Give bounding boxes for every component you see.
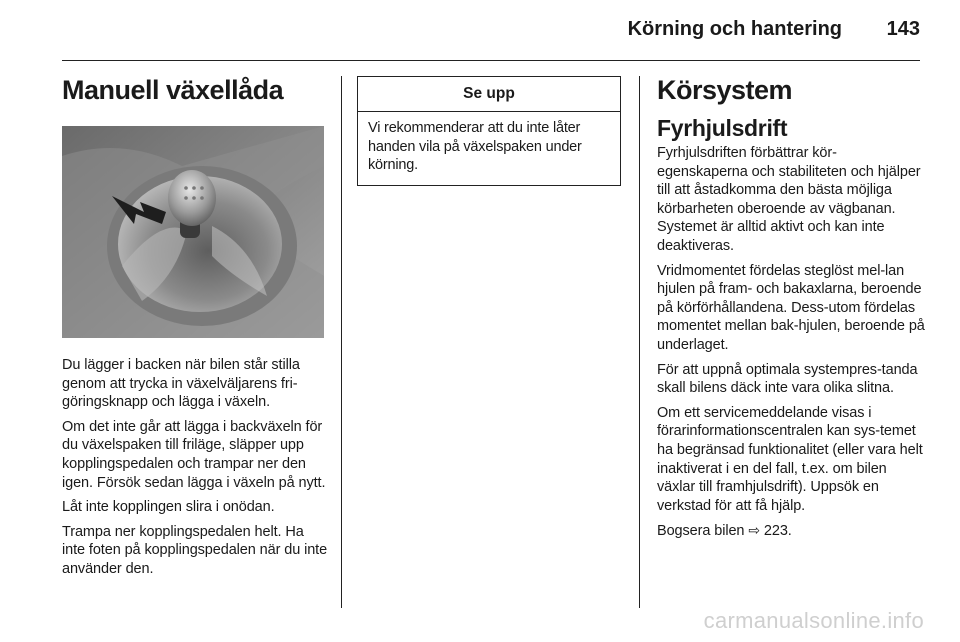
section-title: Körning och hantering [627, 18, 842, 40]
paragraph: För att uppnå optimala systempres-tanda skall bilens däck inte vara olika slitna. [657, 361, 918, 397]
caution-box [357, 76, 621, 186]
reference-page[interactable]: 223. [763, 523, 792, 540]
paragraph: Du lägger i backen när bilen står stilla genom att trycka in växelväljarens fri-göringsknapp och lägga i växeln. [62, 357, 300, 411]
right-column [657, 74, 927, 547]
gear-lever-illustration [62, 126, 324, 338]
paragraph: Fyrhjulsdriften förbättrar kör-egenskaperna och stabiliteten och hjälper till att åstadkomma den bästa möjliga körbarheten oberoende av vägbanan. Systemet är alltid aktivt och kan inte deaktiveras. [657, 145, 921, 254]
column-divider-2 [639, 76, 640, 608]
column-divider-1 [341, 76, 342, 608]
paragraph: Låt inte kopplingen slira i onödan. [62, 499, 275, 516]
page-number: 143 [886, 18, 920, 40]
heading-manual-gearbox: Manuell växellåda [62, 75, 284, 105]
page-header [0, 0, 960, 62]
caution-text: Vi rekommenderar att du inte låter handen vila på växelspaken under körning. [368, 120, 582, 174]
caution-title: Se upp [358, 77, 620, 112]
paragraph: Vridmomentet fördelas steglöst mel-lan hjulen på fram- och bakaxlarna, beroende på körförhållandena. Dess-utom fördelas momentet mellan bak-hjulen, beroende på underlaget. [657, 262, 925, 353]
gear-lever-drawing [62, 126, 324, 338]
paragraph: Om ett servicemeddelande visas i förarinformationscentralen kan sys-temet ha begränsad funktionalitet (eller vara helt inaktiverat i en del fall, t.ex. om bilen växlar till framhjulsdrift). Uppsök en verkstad för att få hjälp. [657, 404, 923, 514]
left-column-body [62, 356, 328, 585]
header-divider [62, 60, 920, 61]
paragraph: Om det inte går att lägga i backväxeln för du växelspaken till friläge, släpper upp kopplingspedalen och trampar ner den igen. Försök sedan lägga i växeln på nytt. [62, 418, 326, 491]
subheading-four-wheel-drive: Fyrhjulsdrift [657, 115, 788, 141]
heading-drive-system: Körsystem [657, 75, 793, 105]
paragraph: Trampa ner kopplingspedalen helt. Ha inte foten på kopplingspedalen när du inte använder den. [62, 523, 328, 577]
cross-reference[interactable] [657, 521, 927, 541]
arrow-reference-icon: ⇨ [748, 522, 760, 539]
watermark: carmanualsonline.info [703, 608, 924, 633]
left-column-heading-block [62, 74, 328, 106]
reference-text: Bogsera bilen [657, 523, 745, 540]
